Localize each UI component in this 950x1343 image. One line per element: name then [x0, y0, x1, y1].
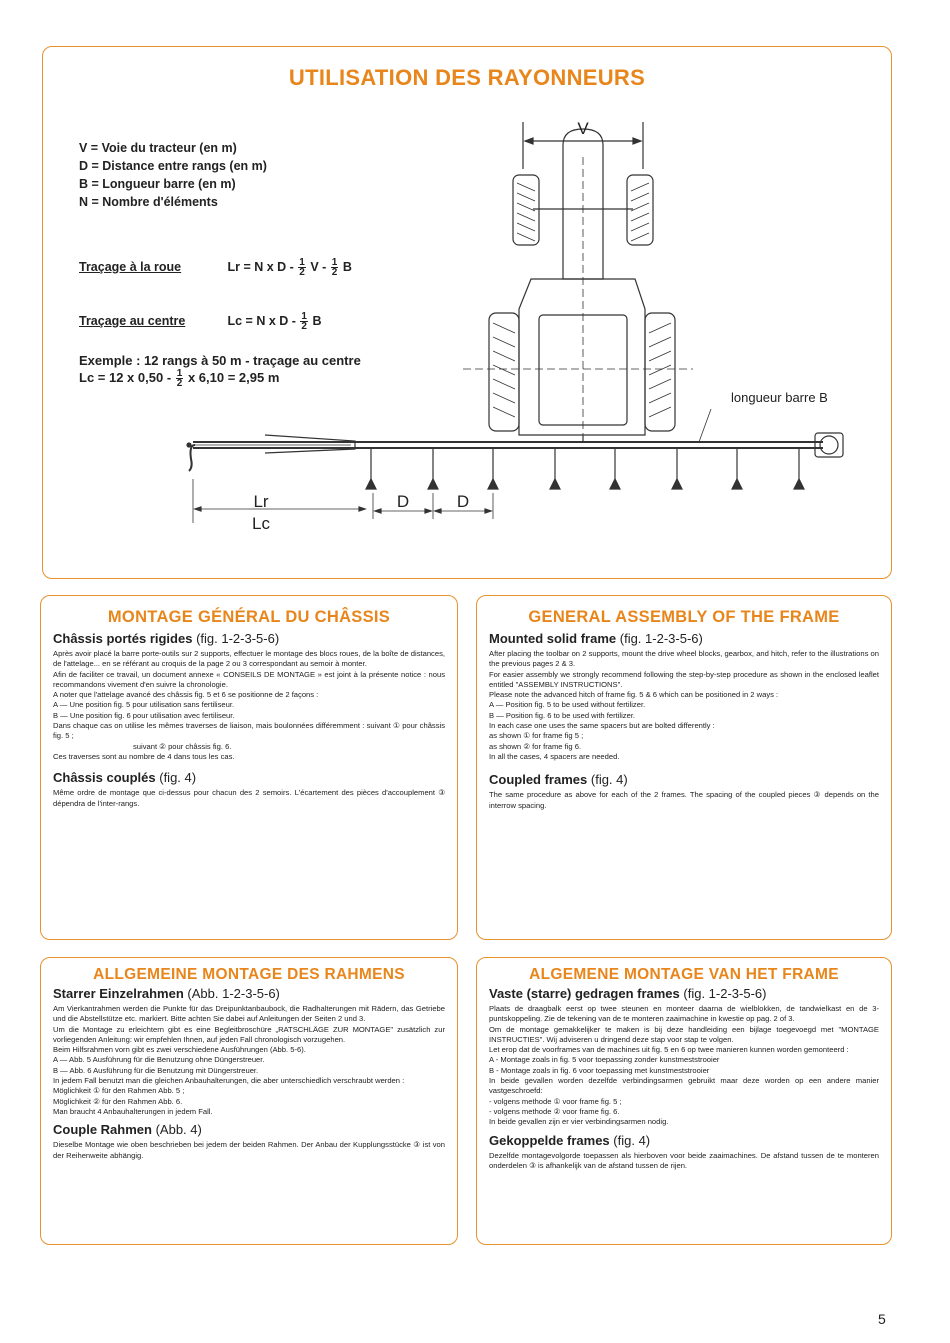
fraction: $\frac{1}{2}$ [299, 257, 305, 278]
paragraph: In each case one uses the same spacers but are bolted differently : [489, 721, 715, 731]
example-line2: Lc = 12 x 0,50 - $\frac{1}{2}$ x 6,10 = 2,95 m [79, 368, 280, 390]
page-number: 5 [878, 1311, 886, 1327]
formula-expr-v: V - [310, 259, 330, 274]
paragraph: Am Vierkantrahmen werden die Punkte für das Dreipunktanbaubock, die Radhalterungen mit Rädern, das Getriebe und die Abstellstütze etc. markiert. Bitte achten Sie dabei auf Anleitungen der Seiten 2 und 3. [53, 1004, 445, 1024]
marker-arm [265, 435, 355, 453]
french-panel [40, 595, 458, 940]
tread-pattern [493, 323, 671, 417]
paragraph: In jedem Fall benutzt man die gleichen Anbauhalterungen, die aber unterschiedlich verschraubt werden : [53, 1076, 405, 1086]
paragraph: Om de montage gemakkelijker te maken is bij deze handleiding een bijlage toegevoegd met "MONTAGE INSTRUCTIES". Wij adviseren u dringend deze stap voor stap te volgen. [489, 1024, 879, 1044]
subsection-title: Coupled frames (fig. 4) [489, 772, 628, 788]
formula-expr: Lr = N x D - [227, 259, 298, 274]
formula-expr-b: B [312, 313, 322, 328]
bar-label: longueur barre B [731, 390, 828, 405]
paragraph: Ces traverses sont au nombre de 4 dans tous les cas. [53, 751, 235, 761]
paragraph: - volgens methode ① voor frame fig. 5 ; [489, 1096, 622, 1106]
paragraph: Beim Hilfsrahmen vorn gibt es zwei verschiedene Ausführungen (Abb. 5-6). [53, 1045, 306, 1055]
paragraph: Après avoir placé la barre porte-outils sur 2 supports, effectuer le montage des blocs roues, de la boîte de distances, de l'attelage... en se référant au croquis de la page 2 ou 3 correspondant au semoir à monter. [53, 649, 445, 669]
paragraph: as shown ① for frame fig 5 ; [489, 731, 584, 741]
german-panel [40, 957, 458, 1245]
paragraph: In beide gevallen worden dezelfde verbindingsarmen gebruikt maar deze worden op een andere manier vastgeschroefd: [489, 1076, 879, 1096]
paragraph: Dans chaque cas on utilise les mêmes traverses de liaison, mais boulonnées différemment : suivant ① pour châssis fig. 5 ; [53, 721, 445, 741]
rayonneurs-panel [42, 46, 892, 579]
front-wheel-right [627, 175, 653, 245]
subsection-title: Couple Rahmen (Abb. 4) [53, 1122, 202, 1138]
formula-expr: Lc = N x D - [227, 313, 300, 328]
fraction: $\frac{1}{2}$ [301, 311, 307, 332]
lr-label: Lr [253, 492, 269, 511]
paragraph: Please note the advanced hitch of frame fig. 5 & 6 which can be positioned in 2 ways : [489, 690, 779, 700]
paragraph: A — Abb. 5 Ausführung für die Benutzung ohne Düngerstreuer. [53, 1055, 265, 1065]
subsection-title: Mounted solid frame (fig. 1-2-3-5-6) [489, 631, 703, 646]
paragraph: B — Abb. 6 Ausführung für die Benutzung mit Düngerstreuer. [53, 1065, 259, 1075]
paragraph: Möglichkeit ① für den Rahmen Abb. 5 ; [53, 1086, 185, 1096]
front-wheel-left [513, 175, 539, 245]
paragraph: Dezelfde montagevolgorde toepassen als hierboven voor beide zaaimachines. De afstand tussen de te monteren onderdelen ③ is afhankelijk van de afstand tussen de rijen. [489, 1150, 879, 1170]
paragraph: suivant ② pour châssis fig. 6. [133, 741, 232, 751]
formula-label: Traçage au centre [79, 313, 186, 328]
legend-item: N = Nombre d'éléments [79, 195, 218, 209]
subsection-title: Starrer Einzelrahmen (Abb. 1-2-3-5-6) [53, 986, 280, 1001]
lc-label: Lc [252, 514, 270, 533]
paragraph: Afin de faciliter ce travail, un document annexe « CONSEILS DE MONTAGE » est joint à la présente notice : nous recommandons vivement d'en suivre la chronologie. [53, 669, 445, 689]
end-wheel [815, 433, 843, 457]
d-label: D [396, 492, 410, 511]
section-title: ALLGEMEINE MONTAGE DES RAHMENS [93, 966, 405, 983]
paragraph: The same procedure as above for each of the 2 frames. The spacing of the coupled pieces ③ depends on the interrow spacing. [489, 790, 879, 810]
rear-wheel-left [489, 313, 519, 431]
paragraph: B — Une position fig. 6 pour utilisation avec fertiliseur. [53, 710, 235, 720]
paragraph: Dieselbe Montage wie oben beschrieben bei jedem der beiden Rahmen. Der Anbau der Kupplungsstücke ③ ist von der Reihenweite abhängig. [53, 1140, 445, 1160]
row-units [366, 448, 804, 489]
paragraph: B — Position fig. 6 to be used with fertilizer. [489, 710, 636, 720]
example-line1: Exemple : 12 rangs à 50 m - traçage au centre [79, 353, 361, 368]
fraction: $\frac{1}{2}$ [331, 257, 338, 278]
paragraph: Um die Montage zu erleichtern gibt es eine Begleitbroschüre „RATSCHLÄGE ZUR MONTAGE" zusätzlich zur vorliegenden Anleitung: wir empfehlen Ihnen, auf jeden Fall chronologisch vorzugehen. [53, 1024, 445, 1044]
paragraph: Möglichkeit ② für den Rahmen Abb. 6. [53, 1096, 183, 1106]
section-title: GENERAL ASSEMBLY OF THE FRAME [528, 608, 840, 626]
paragraph: After placing the toolbar on 2 supports, mount the drive wheel blocks, gearbox, and hitch, refer to the illustrations on the previous pages 2 & 3. [489, 649, 879, 669]
section-title: ALGEMENE MONTAGE VAN HET FRAME [529, 966, 839, 983]
arrow-head [633, 138, 641, 144]
legend-item: V = Voie du tracteur (en m) [79, 141, 237, 155]
paragraph: A - Montage zoals in fig. 5 voor toepassing zonder kunstmeststrooier [489, 1055, 720, 1065]
v-label: V [577, 119, 589, 138]
dutch-panel [476, 957, 892, 1245]
paragraph: B - Montage zoals in fig. 6 voor toepassing met kunstmeststrooier [489, 1065, 710, 1075]
subsection-title: Châssis portés rigides (fig. 1-2-3-5-6) [53, 631, 280, 646]
legend-item: B = Longueur barre (en m) [79, 177, 236, 191]
paragraph: as shown ② for frame fig 6. [489, 741, 582, 751]
end-wheel-hub [820, 436, 838, 454]
paragraph: Man braucht 4 Anbauhalterungen in jedem Fall. [53, 1106, 213, 1116]
subsection-title: Gekoppelde frames (fig. 4) [489, 1132, 651, 1148]
d-label: D [456, 492, 470, 511]
arrow-head [525, 138, 533, 144]
paragraph: Let erop dat de voorframes van de machines uit fig. 5 en 6 op twee manieren kunnen worden gemonteerd : [489, 1045, 849, 1055]
paragraph: Plaats de draagbalk eerst op twee steunen en monteer daarna de wielblokken, de tandwielkast en de 3-puntskoppeling. Zie de tekening van de te monteren zaaimachine in kwestie op pag. 2 of 3. [489, 1004, 879, 1024]
tractor-body [519, 279, 645, 435]
paragraph: For easier assembly we strongly recommend following the step-by-step procedure as shown in the enclosed leaflet entitled "ASSEMBLY INSTRUCTIONS". [489, 669, 879, 689]
paragraph: In all the cases, 4 spacers are needed. [489, 751, 620, 761]
rear-wheel-right [645, 313, 675, 431]
english-panel [476, 595, 892, 940]
bar-leader [699, 409, 711, 442]
paragraph: A — Une position fig. 5 pour utilisation sans fertiliseur. [53, 700, 235, 710]
paragraph: A — Position fig. 5 to be used without fertilizer. [489, 700, 646, 710]
tractor-marker-diagram [43, 47, 893, 580]
subsection-title: Châssis couplés (fig. 4) [53, 770, 197, 786]
paragraph: Même ordre de montage que ci-dessus pour chacun des 2 semoirs. L'écartement des pièces d'accouplement ③ dépendra de l'inter-rangs. [53, 788, 445, 808]
legend-item: D = Distance entre rangs (en m) [79, 159, 267, 173]
paragraph: In beide gevallen zijn er vier verbindingsarmen nodig. [489, 1117, 669, 1127]
formula-expr-b: B [342, 259, 352, 274]
section-title: MONTAGE GÉNÉRAL DU CHÂSSIS [107, 608, 391, 626]
rayonneurs-title: UTILISATION DES RAYONNEURS [288, 65, 646, 90]
formula-label: Traçage à la roue [79, 259, 182, 274]
subsection-title: Vaste (starre) gedragen frames (fig. 1-2-3-5-6) [489, 986, 767, 1001]
paragraph: - volgens methode ② voor frame fig. 6. [489, 1106, 620, 1116]
paragraph: A noter que l'attelage avancé des châssis fig. 5 et 6 se positionne de 2 façons : [53, 690, 319, 700]
